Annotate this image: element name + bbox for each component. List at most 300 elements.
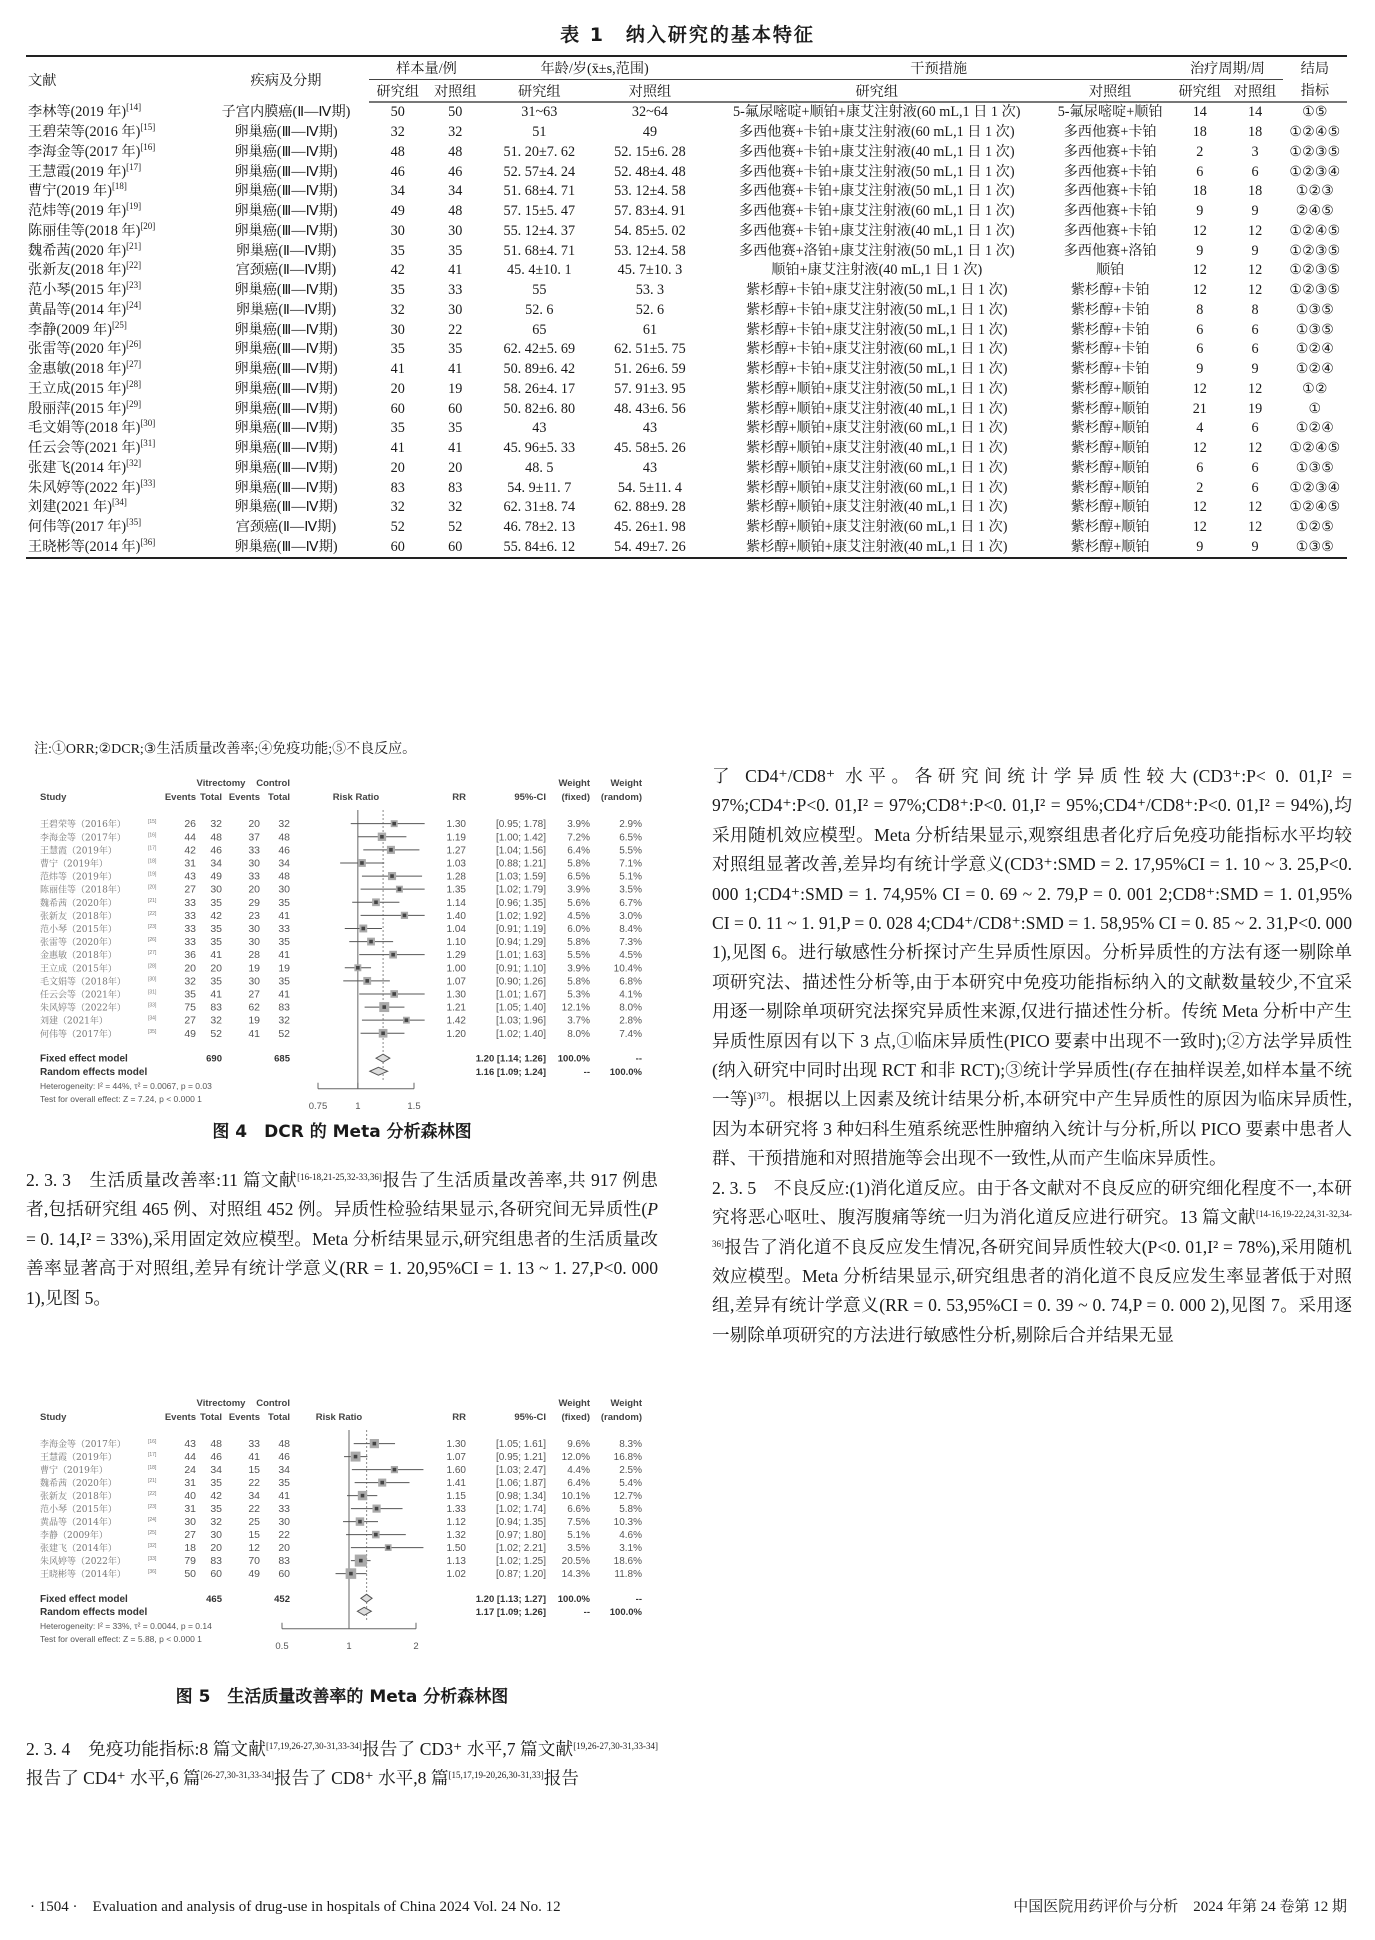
table-note: 注:①ORR;②DCR;③生活质量改善率;④免疫功能;⑤不良反应。 (34, 742, 417, 757)
table-row (26, 518, 1347, 538)
cell-age-c: 45. 26±1. 98 (614, 519, 686, 536)
cell-n-c: 35 (448, 341, 463, 358)
citation: [16] (140, 141, 156, 152)
cell-n-s: 42 (390, 262, 405, 279)
ref-text: 殷丽萍(2015 年) (28, 400, 127, 417)
cell-disease: 卵巢癌(Ⅲ—Ⅳ期) (234, 163, 338, 180)
cell-e2: 20 (248, 883, 260, 896)
cell-int-c: 多西他赛+卡铂 (1063, 222, 1157, 239)
cell-int-c: 多西他赛+卡铂 (1063, 124, 1157, 141)
cell-w-c: 12 (1248, 222, 1263, 239)
s233-heading: 2. 3. 3 生活质量改善率:11 篇文献 (26, 1170, 298, 1190)
ref-text: 李海金等(2017 年) (28, 143, 141, 160)
header-intervention: 干预措施 (705, 56, 1172, 80)
table-row (26, 498, 1347, 518)
overall-effect-text: Test for overall effect: Z = 5.88, p < 0.000 1 (40, 1633, 202, 1644)
forest-plot-quality-of-life (36, 1390, 648, 1650)
cell-e1: 35 (184, 988, 196, 1001)
cell-t2: 35 (278, 975, 290, 988)
cell-t1: 46 (210, 1451, 222, 1464)
cell-wr: 12.7% (613, 1491, 642, 1503)
cell-n-c: 20 (448, 459, 463, 476)
cell-t1: 34 (210, 857, 222, 870)
header-total: Total (268, 1412, 290, 1423)
cell-w-s: 12 (1192, 499, 1207, 516)
cell-w-s: 6 (1196, 163, 1204, 180)
ref-text: 陈丽佳等(2018 年) (28, 222, 141, 239)
s233-body1: 报告了生活质量改善率,共 917 例患者,包括研究组 465 例、对照组 452 例。异质性检验结果显示,各研究间无异质性( (26, 1170, 658, 1220)
s234-body2: 报告了 CD4⁺ 水平,6 篇 (26, 1768, 201, 1789)
cell-ci-text: [1.04; 1.56] (495, 845, 546, 857)
cell-e1: 27 (184, 1529, 196, 1542)
cell-t1: 32 (210, 818, 222, 831)
cell-ci-text: [0.94; 1.35] (495, 1517, 546, 1529)
cell-e1: 33 (184, 909, 196, 922)
cell-out: ①②③ (1295, 183, 1334, 200)
cell-e1: 44 (184, 831, 196, 844)
cell-w-c: 18 (1248, 124, 1263, 141)
cell-wr: 2.8% (619, 1015, 642, 1027)
cell-int-c: 紫杉醇+卡铂 (1070, 321, 1150, 338)
cell-e2: 30 (248, 975, 260, 988)
cell-rr-text: 1.00 (446, 963, 466, 975)
citation: [17,19,26-27,30-31,33-34] (265, 1741, 362, 1751)
cell-w-c: 6 (1251, 321, 1259, 338)
cell-out: ①⑤ (1302, 104, 1328, 121)
cell-e2: 12 (248, 1542, 260, 1555)
cell-age-c: 53. 12±4. 58 (614, 183, 686, 200)
cell-rr-text: 1.33 (446, 1504, 466, 1516)
cell-e2: 33 (248, 844, 260, 857)
cell-age-s: 65 (532, 321, 547, 338)
header-weight-random: Weight (610, 1398, 642, 1409)
cell-disease: 卵巢癌(Ⅲ—Ⅳ期) (234, 321, 338, 338)
table-row (26, 380, 1347, 400)
cell-n-s: 30 (390, 222, 405, 239)
right-column-text (712, 762, 1352, 1350)
cell-w-c: 6 (1251, 479, 1259, 496)
header-rr: RR (452, 792, 466, 803)
point-estimate (380, 835, 384, 839)
cell-wf: 5.8% (567, 937, 590, 949)
cell-t2: 41 (278, 949, 290, 962)
x-tick-label: 1.5 (407, 1100, 421, 1112)
point-estimate (380, 1481, 384, 1485)
cell-age-c: 57. 83±4. 91 (614, 203, 686, 220)
cell-age-c: 54. 5±11. 4 (617, 479, 682, 496)
cell-age-c: 32~64 (631, 104, 668, 121)
cell-n-s: 48 (390, 143, 405, 160)
ref-text: 王慧霞(2019 年) (28, 163, 127, 180)
point-estimate (381, 1031, 385, 1035)
citation: [16-18,21-25,32-33,36] (297, 1172, 382, 1182)
cell-n-s: 34 (390, 183, 405, 200)
cell-int-s: 顺铂+康艾注射液(40 mL,1 日 1 次) (771, 262, 983, 279)
study-name: 何伟等（2017年） (40, 1029, 117, 1040)
study-name: 任云会等（2021年） (40, 990, 126, 1001)
cell-n-s: 41 (390, 361, 405, 378)
cell-n-s: 49 (390, 203, 405, 220)
cell-disease: 卵巢癌(Ⅲ—Ⅳ期) (234, 479, 338, 496)
point-estimate (374, 1533, 378, 1537)
header-rr: RR (452, 1412, 466, 1423)
cell-n-c: 52 (448, 519, 463, 536)
cell-t1: 83 (210, 1001, 222, 1014)
header-outcome-1: 结局 (1300, 61, 1330, 78)
cell-age-c: 43 (642, 459, 658, 476)
cell-age-c: 43 (642, 420, 658, 437)
cell-rr-text: 1.04 (446, 923, 466, 935)
cell-n-s: 46 (390, 163, 405, 180)
table-basic-characteristics (26, 55, 1347, 559)
cell-wr: 7.4% (619, 1028, 642, 1040)
cell-w-s: 18 (1192, 124, 1207, 141)
citation: [32] (126, 457, 142, 468)
overall-effect-text: Test for overall effect: Z = 7.24, p < 0.000 1 (40, 1093, 202, 1104)
citation: [27] (126, 359, 142, 370)
cell-e1: 20 (184, 962, 196, 975)
header-total: Total (200, 792, 222, 803)
header-study: 研究组 (1172, 80, 1227, 103)
cell-age-c: 45. 58±5. 26 (614, 440, 686, 457)
cell-ref (26, 182, 203, 202)
cell-out: ②④⑤ (1295, 203, 1334, 220)
cell-out: ①②④⑤ (1289, 440, 1341, 457)
citation: [20] (140, 220, 156, 231)
cell-t1: 35 (210, 1503, 222, 1516)
cell-out: ①②③⑤ (1289, 242, 1341, 259)
cell-out: ①②③⑤ (1289, 262, 1341, 279)
cell-age-c: 52. 6 (635, 301, 665, 318)
cell-int-s: 紫杉醇+卡铂+康艾注射液(60 mL,1 日 1 次) (745, 341, 1008, 358)
cell-age-c: 54. 49±7. 26 (595, 538, 706, 559)
cell-age-c: 57. 91±3. 95 (614, 380, 686, 397)
cell-ref (26, 320, 203, 340)
cell-n-c: 41 (448, 440, 463, 457)
cell-wf: 20.5% (561, 1556, 590, 1568)
cell-age-c: 49 (642, 124, 658, 141)
cell-ref (26, 439, 203, 459)
cell-e2: 15 (248, 1529, 260, 1542)
cell-t2: 33 (278, 922, 290, 935)
cell-w-c: 6 (1251, 163, 1259, 180)
section-2-3-3 (26, 1166, 658, 1313)
cell-w-s: 9 (1196, 203, 1204, 220)
ref-text: 王立成(2015 年) (28, 380, 127, 397)
cell-ci-text: [1.03; 2.47] (495, 1465, 546, 1477)
cell-int-c: 紫杉醇+顺铂 (1070, 499, 1150, 516)
cell-e2: 62 (248, 1001, 260, 1014)
citation: [22] (126, 260, 142, 271)
cell-out: ①②④ (1295, 361, 1334, 378)
cell-n-c: 60 (426, 538, 484, 559)
cell-n-s: 20 (390, 459, 405, 476)
cell-e2: 33 (248, 870, 260, 883)
immune-results-paragraph: 了 CD4⁺/CD8⁺ 水平。各研究间统计学异质性较大(CD3⁺:P< 0. 01,I² = 97%;CD4⁺:P<0. 01,I² = 97%;CD8⁺:P<0. 01,I² = 95%;CD4⁺/CD8⁺:P<0. 01,I² = 94%),均采用随机效应模型。Meta 分析结果显示,观察组患者化疗后免疫功能指标水平均较对照组显著改善,差异均有统计学意义(CD3⁺:SMD = 2. 17,95%CI = 1. 10 ~ 3. 25,P<0. 000 1;CD4⁺:SMD = 1. 74,95% CI = 0. 69 ~ 2. 79,P = 0. 001 2;CD8⁺:SMD = 1. 01,95% CI = 0. 11 ~ 1. 91,P = 0. 028 4;CD4⁺/CD8⁺:SMD = 1. 58,95% CI = 0. 85 ~ 2. 31,P<0. 000 1),见图 6。进行敏感性分析探讨产生异质性原因。分析异质性的方法有逐一剔除单项研究法、描述性分析等,由于本研究中免疫功能指标纳入的文献数量较少,不宜采用逐一剔除单项研究法探究异质性来源,仅进行描述性分析。传统 Meta 分析中产生异质性原因有以下 3 点,①临床异质性(PICO 要素中出现不一致时);②方法学异质性(纳入研究中同时出现 RCT 和非 RCT);③统计学异质性(存在抽样误差,如样本量不统一等) (712, 766, 1352, 1110)
cell-e2: 41 (248, 1027, 260, 1040)
cell-t2: 32 (278, 1014, 290, 1027)
cell-disease: 卵巢癌(Ⅲ—Ⅳ期) (234, 124, 338, 141)
cell-e1: 31 (184, 1503, 196, 1516)
cell-t1: 35 (210, 922, 222, 935)
cell-e2: 22 (248, 1477, 260, 1490)
cell-t2: 35 (278, 896, 290, 909)
study-name: 张建飞（2014年） (40, 1544, 117, 1555)
table-row (26, 261, 1347, 281)
cell-wf: 5.1% (567, 1530, 590, 1542)
cell-wr: 3.1% (619, 1543, 642, 1555)
study-name: 王晓彬等（2014年） (40, 1570, 126, 1581)
citation: [24] (126, 299, 142, 310)
cell-ci-text: [0.91; 1.10] (495, 963, 546, 975)
cell-out: ①③⑤ (1295, 301, 1334, 318)
cell-t1: 49 (210, 870, 222, 883)
cell-rr-text: 1.21 (446, 1002, 466, 1014)
cell-age-s: 62. 31±8. 74 (503, 499, 576, 516)
cell-e1: 33 (184, 896, 196, 909)
x-tick-label: 0.75 (308, 1100, 328, 1112)
cell-ci-text: [1.02; 2.21] (495, 1543, 546, 1555)
citation: [30] (140, 418, 156, 429)
pooled-estimate: 1.20 [1.14; 1.26] (475, 1053, 546, 1065)
cell-int-c: 紫杉醇+卡铂 (1070, 301, 1150, 318)
cell-t2: 20 (278, 1542, 290, 1555)
cell-rr-text: 1.42 (446, 1015, 466, 1027)
point-estimate (386, 1546, 390, 1550)
cell-t2: 46 (278, 1451, 290, 1464)
ref-text: 任云会等(2021 年) (28, 440, 141, 457)
cell-wr: 10.3% (613, 1517, 642, 1529)
cell-wf: 6.4% (567, 1478, 590, 1490)
cell-e2: 28 (248, 949, 260, 962)
cell-t2: 34 (278, 857, 290, 870)
citation: [30] (148, 976, 157, 983)
study-name: 张雷等（2020年） (40, 938, 117, 949)
cell-w-s: 12 (1192, 262, 1207, 279)
cell-w-s: 4 (1196, 420, 1204, 437)
cell-e1: 79 (184, 1555, 196, 1568)
cell-rr-text: 1.32 (446, 1530, 466, 1542)
cell-int-s: 紫杉醇+卡铂+康艾注射液(50 mL,1 日 1 次) (745, 321, 1008, 338)
table-row (26, 162, 1347, 182)
citation: [25] (148, 1530, 157, 1537)
footer-right: 中国医院用药评价与分析 2024 年第 24 卷第 12 期 (1013, 1899, 1347, 1915)
header-outcome-2: 指标 (1283, 80, 1347, 103)
cell-ci-text: [1.02; 1.92] (495, 910, 546, 922)
cell-ref (26, 241, 203, 261)
cell-age-s: 45. 4±10. 1 (507, 262, 572, 279)
header-sample: 样本量/例 (369, 56, 484, 80)
cell-wr: 2.5% (619, 1465, 642, 1477)
s234-heading: 2. 3. 4 免疫功能指标:8 篇文献 (26, 1739, 266, 1759)
cell-t2: 60 (278, 1568, 290, 1581)
cell-int-s: 多西他赛+卡铂+康艾注射液(40 mL,1 日 1 次) (738, 222, 1015, 239)
cell-n-s: 35 (390, 420, 405, 437)
cell-int-c: 紫杉醇+顺铂 (1048, 538, 1172, 559)
table-row (26, 340, 1347, 360)
cell-out: ①② (1302, 380, 1328, 397)
study-name: 李海金等（2017年） (40, 833, 126, 844)
cell-ci-text: [0.88; 1.21] (495, 858, 546, 870)
pooled-total: 690 (206, 1053, 222, 1065)
cell-rr-text: 1.07 (446, 1452, 466, 1464)
cell-wf: 6.0% (567, 923, 590, 935)
cell-wf: 3.9% (567, 884, 590, 896)
cell-wf: 4.4% (567, 1465, 590, 1477)
cell-ci-text: [0.90; 1.26] (495, 976, 546, 988)
cell-n-c: 19 (448, 380, 463, 397)
cell-ci-text: [0.96; 1.35] (495, 897, 546, 909)
cell-disease: 卵巢癌(Ⅲ—Ⅳ期) (234, 203, 338, 220)
cell-rr-text: 1.41 (446, 1478, 466, 1490)
cell-age-s: 62. 42±5. 69 (503, 341, 576, 358)
cell-wf: 5.8% (567, 858, 590, 870)
cell-t1: 32 (210, 1516, 222, 1529)
cell-w-s: 2 (1196, 143, 1204, 160)
cell-w-c: 6 (1251, 341, 1259, 358)
cell-disease: 宫颈癌(Ⅱ—Ⅳ期) (235, 262, 337, 279)
cell-e1: 18 (184, 1542, 196, 1555)
cell-n-s: 60 (369, 538, 427, 559)
cell-ref (26, 399, 203, 419)
cell-n-s: 32 (390, 124, 405, 141)
cell-age-s: 48. 5 (525, 459, 554, 476)
cell-age-s: 52. 57±4. 24 (503, 163, 576, 180)
cell-n-c: 41 (448, 361, 463, 378)
cell-age-c: 62. 51±5. 75 (614, 341, 686, 358)
cell-out: ①②⑤ (1295, 519, 1334, 536)
header-total: Total (268, 792, 290, 803)
cell-n-c: 46 (448, 163, 463, 180)
study-name: 毛文娟等（2018年） (40, 977, 126, 988)
cell-e1: 33 (184, 922, 196, 935)
cell-age-s: 46. 78±2. 13 (503, 519, 576, 536)
cell-wr: 3.0% (619, 910, 642, 922)
ref-text: 李林等(2019 年) (28, 103, 127, 120)
pooled-weight-fixed: -- (583, 1606, 590, 1618)
cell-wr: 4.6% (619, 1530, 642, 1542)
point-estimate (382, 1005, 386, 1009)
cell-t1: 34 (210, 1464, 222, 1477)
cell-rr-text: 1.14 (446, 897, 466, 909)
cell-wr: 4.5% (619, 950, 642, 962)
cell-disease: 卵巢癌(Ⅲ—Ⅳ期) (234, 282, 338, 299)
table-row (26, 241, 1347, 261)
cell-ci-text: [1.02; 1.40] (495, 1028, 546, 1040)
citation: [35] (148, 1028, 157, 1035)
citation: [19] (148, 871, 157, 878)
cell-w-c: 14 (1248, 104, 1263, 121)
cell-w-c: 18 (1248, 183, 1263, 200)
header-ci: 95%-CI (514, 792, 546, 803)
heterogeneity-text: Heterogeneity: I² = 44%, τ² = 0.0067, p = 0.03 (40, 1080, 212, 1091)
cell-wf: 7.2% (567, 832, 590, 844)
cell-age-c: 53. 12±4. 58 (614, 242, 686, 259)
cell-wr: 7.3% (619, 937, 642, 949)
ref-text: 范小琴(2015 年) (28, 282, 127, 299)
cell-e1: 40 (184, 1490, 196, 1503)
cell-int-c: 多西他赛+卡铂 (1063, 143, 1157, 160)
study-name: 魏希茜（2020年） (40, 898, 117, 909)
cell-out: ①③⑤ (1295, 459, 1334, 476)
header-age: 年龄/岁(x̄±s,范围) (484, 56, 705, 80)
cell-t2: 41 (278, 909, 290, 922)
header-cycle: 治疗周期/周 (1172, 56, 1283, 80)
cell-n-s: 83 (390, 479, 405, 496)
study-name: 范小琴（2015年） (40, 924, 117, 935)
cell-int-c: 紫杉醇+顺铂 (1070, 380, 1150, 397)
cell-int-s: 多西他赛+卡铂+康艾注射液(50 mL,1 日 1 次) (738, 183, 1015, 200)
point-estimate (392, 992, 396, 996)
citation: [21] (148, 1478, 157, 1485)
cell-out: ①③⑤ (1295, 321, 1334, 338)
cell-w-c: 12 (1248, 282, 1263, 299)
cell-t1: 41 (210, 949, 222, 962)
header-events: Events (164, 1412, 196, 1423)
cell-t2: 48 (278, 870, 290, 883)
forest-plot-dcr (36, 770, 648, 1112)
pooled-weight-random: -- (635, 1053, 642, 1065)
header-control: 对照组 (1227, 80, 1282, 103)
cell-wr: 3.5% (619, 884, 642, 896)
citation: [28] (126, 378, 142, 389)
cell-age-c: 54. 85±5. 02 (614, 222, 686, 239)
cell-out: ①②④ (1295, 420, 1334, 437)
citation: [33] (140, 477, 156, 488)
table-row (26, 399, 1347, 419)
cell-n-s: 35 (390, 282, 405, 299)
citation: [31] (148, 989, 157, 996)
cell-age-s: 54. 9±11. 7 (507, 479, 572, 496)
cell-wr: 5.4% (619, 1478, 642, 1490)
x-tick-label: 0.5 (275, 1640, 289, 1652)
cell-disease: 宫颈癌(Ⅱ—Ⅳ期) (235, 519, 337, 536)
table-row (26, 202, 1347, 222)
cell-n-c: 50 (448, 104, 463, 121)
point-estimate (389, 848, 393, 852)
cell-ci-text: [1.00; 1.42] (495, 832, 546, 844)
cell-ref (26, 301, 203, 321)
cell-n-c: 35 (448, 242, 463, 259)
header-events: Events (228, 1412, 260, 1423)
header-weight-random: Weight (610, 778, 642, 789)
s234-body3: 报告了 CD8⁺ 水平,8 篇 (273, 1768, 449, 1789)
cell-rr-text: 1.60 (446, 1465, 466, 1477)
study-name: 王慧霞（2019年） (40, 1453, 117, 1464)
cell-e2: 30 (248, 936, 260, 949)
cell-n-s: 20 (390, 380, 405, 397)
cell-int-c: 紫杉醇+顺铂 (1070, 420, 1150, 437)
table-title: 表 1 纳入研究的基本特征 (560, 24, 815, 46)
cell-e1: 36 (184, 949, 196, 962)
study-name: 张新友（2018年） (40, 911, 117, 922)
point-estimate (361, 1494, 365, 1498)
fixed-model-label: Fixed effect model (40, 1053, 128, 1065)
cell-out: ①②③④ (1289, 479, 1341, 496)
cell-ref (26, 459, 203, 479)
cell-ref (26, 202, 203, 222)
cell-t1: 52 (210, 1027, 222, 1040)
cell-rr-text: 1.02 (446, 1569, 466, 1581)
cell-wr: 5.8% (619, 1504, 642, 1516)
cell-n-c: 32 (448, 124, 463, 141)
cell-int-c: 多西他赛+洛铂 (1063, 242, 1157, 259)
cell-int-s: 5-氟尿嘧啶+顺铂+康艾注射液(60 mL,1 日 1 次) (732, 104, 1021, 121)
point-estimate (373, 1442, 377, 1446)
citation: [36] (140, 536, 156, 547)
cell-t2: 33 (278, 1503, 290, 1516)
header-weight-fixed: Weight (558, 1398, 590, 1409)
